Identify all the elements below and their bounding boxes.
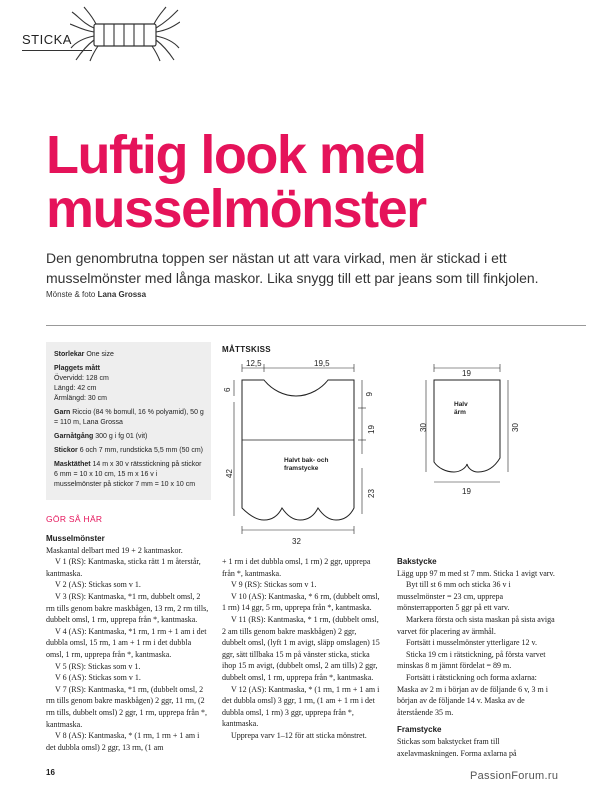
dim-42: 42 xyxy=(225,469,234,478)
measurement-diagram xyxy=(222,358,562,553)
paragraph: Stickas som bakstycket fram till axelavmaskningen. Forma axlarna på xyxy=(397,736,517,758)
paragraph: V 8 (AS): Kantmaska, * (1 rm, 1 rm + 1 am i det dubbla omsl) 2 ggr, 13 rm, (1 am xyxy=(46,731,200,752)
dim-12-5: 12,5 xyxy=(246,359,262,368)
credit-name: Lana Grossa xyxy=(97,290,147,299)
paragraph: V 6 (AS): Stickas som v 1. xyxy=(55,673,141,683)
sleeve-left-dim: 30 xyxy=(419,423,428,432)
paragraph: V 2 (AS): Stickas som v 1. xyxy=(55,580,141,590)
info-stickor: Stickor 6 och 7 mm, rundsticka 5,5 mm (50 cm) xyxy=(54,447,204,454)
watermark: PassionForum.ru xyxy=(470,770,559,782)
dim-32: 32 xyxy=(292,537,301,546)
paragraph: + 1 rm i det dubbla omsl, 1 rm) 2 ggr, upprepa från *, kantmaska. xyxy=(222,557,371,578)
paragraph: Maskantal delbart med 19 + 2 kantmaskor. xyxy=(46,545,183,555)
paragraph: V 7 (RS): Kantmaska, *1 rm, (dubbelt omsl, 2 rm tills genom bakre maskbågen) 2 ggr, 11 rm, (2 rm tills, dubbelt omsl) 2 ggr, 1 rm, upprepa från *, kantmaska. xyxy=(46,684,207,729)
diagram-title: MÅTTSKISS xyxy=(222,345,271,354)
intro-text: Den genombrutna toppen ser nästan ut att vara virkad, men är stickad i ett musselmönster med långa maskor. Lika snygg till ett par jeans som till finkjolen. xyxy=(46,250,539,286)
sleeve-label-2: ärm xyxy=(454,409,466,416)
body-label-2: framstycke xyxy=(284,465,319,472)
instructions-heading: GÖR SÅ HÄR xyxy=(46,514,103,524)
dim-19-side: 19 xyxy=(367,425,376,434)
musselmonster-heading: Musselmönster xyxy=(46,534,105,543)
paragraph: V 12 (AS): Kantmaska, * (1 rm, 1 rm + 1 am i det dubbla omsl) 3 ggr, 1 rm, (1 am + 1 rm i det dubbla omsl, 1 rm) 3 ggr, upprepa från *, kantmaska. xyxy=(222,684,380,729)
divider xyxy=(46,325,586,326)
body-label-1: Halvt bak- och xyxy=(284,457,329,464)
paragraph: Fortsätt i rätstickning och forma axlarna: Maska av 2 m i början av de följande 6 v, 3 m i början av de följande 14 v. Maska av de återstående 35 m. xyxy=(397,672,548,717)
page-number: 16 xyxy=(46,768,55,777)
paragraph: Sticka 19 cm i rätstickning, på första varvet minskas 8 m jämnt fördelat = 89 m. xyxy=(397,649,546,671)
dim-19-5: 19,5 xyxy=(314,359,330,368)
credit-label: Mönste & foto xyxy=(46,290,96,299)
info-garn: Garn Riccio (84 % bomull, 16 % polyamid), 50 g = 110 m, Lana Grossa xyxy=(54,409,204,426)
info-storlekar: Storlekar One size xyxy=(54,351,114,358)
sleeve-top-dim: 19 xyxy=(462,369,471,378)
info-masktathet: Masktäthet 14 m x 30 v rätsstickning på stickor 6 mm = 10 x 10 cm, 15 m x 16 v i musselmönster på stickor 7 mm = 10 x 10 cm xyxy=(54,461,202,488)
paragraph: V 5 (RS): Stickas som v 1. xyxy=(55,661,141,671)
paragraph: V 4 (AS): Kantmaska, *1 rm, 1 rm + 1 am i det dubbla omsl, 15 rm, 1 am + 1 rm i det dubbla omsl, 1 rm, upprepa från *, kantmaska. xyxy=(46,626,207,659)
sleeve-outline xyxy=(434,380,500,472)
dim-23: 23 xyxy=(367,489,376,498)
paragraph: Fortsätt i musselmönster ytterligare 12 v. xyxy=(406,638,538,648)
article-title xyxy=(46,125,586,239)
dim-6-right: 6 xyxy=(364,392,373,397)
sleeve-right-dim: 30 xyxy=(511,423,520,432)
instructions-column-2 xyxy=(222,556,382,742)
paragraph: Byt till st 6 mm och sticka 36 v i musselmönster = 23 cm, upprepa mönsterrapporten 5 ggr på ett varv. xyxy=(397,580,511,613)
credit-line xyxy=(46,290,146,299)
info-box xyxy=(46,342,211,500)
title-line-2: musselmönster xyxy=(46,179,426,239)
paragraph: V 1 (RS): Kantmaska, sticka rätt 1 m återstår, kantmaska. xyxy=(46,557,201,578)
dim-6-left: 6 xyxy=(223,387,232,392)
paragraph: V 3 (RS): Kantmaska, *1 rm, dubbelt omsl, 2 rm tills genom bakre maskbågen, 13 rm, 2 rm tills, dubbelt omsl, 1 rm, upprepa från *, kantmaska. xyxy=(46,591,209,625)
body-outline xyxy=(242,380,354,520)
section-tag-underline xyxy=(22,50,92,51)
title-line-1: Luftig look med xyxy=(46,125,426,185)
sleeve-bottom-dim: 19 xyxy=(462,487,471,496)
paragraph: Markera första och sista maskan på sista aviga varvet för placering av ärmhål. xyxy=(397,614,555,636)
info-garnatgang: Garnåtgång 300 g i fg 01 (vit) xyxy=(54,433,148,440)
paragraph: V 11 (RS): Kantmaska, * 1 rm, (dubbelt omsl, 2 am tills genom bakre maskbågen) 2 ggr, dubbelt omsl, (lyft 1 m avigt, släpp omslagen) 15 ggr, sätt tillbaka 15 m på vänster sticka, sticka ihop 15 m avigt, (dubbelt omsl, 2 am tills) 2 ggr, dubbelt omsl, 1 rm, upprepa från *, kantmaska. xyxy=(222,614,380,682)
paragraph: Upprepa varv 1–12 för att sticka mönstret. xyxy=(231,730,367,740)
instructions-column-1 xyxy=(46,533,209,753)
yarn-illustration xyxy=(70,6,180,62)
instructions-column-3 xyxy=(397,556,557,759)
bakstycke-heading: Bakstycke xyxy=(397,557,437,566)
paragraph: V 10 (AS): Kantmaska, * 6 rm, (dubbelt omsl, 1 rm) 14 ggr, 5 rm, upprepa från *, kantmaska. xyxy=(222,591,380,613)
sleeve-label-1: Halv xyxy=(454,401,468,408)
info-matt: Plaggets mått Övervidd: 128 cm Längd: 42 cm Ärmlängd: 30 cm xyxy=(54,365,109,402)
framstycke-heading: Framstycke xyxy=(397,725,442,735)
section-tag: STICKA xyxy=(22,32,72,47)
paragraph: V 9 (RS): Stickas som v 1. xyxy=(231,580,317,590)
paragraph: Lägg upp 97 m med st 7 mm. Sticka 1 avigt varv. xyxy=(397,568,555,578)
